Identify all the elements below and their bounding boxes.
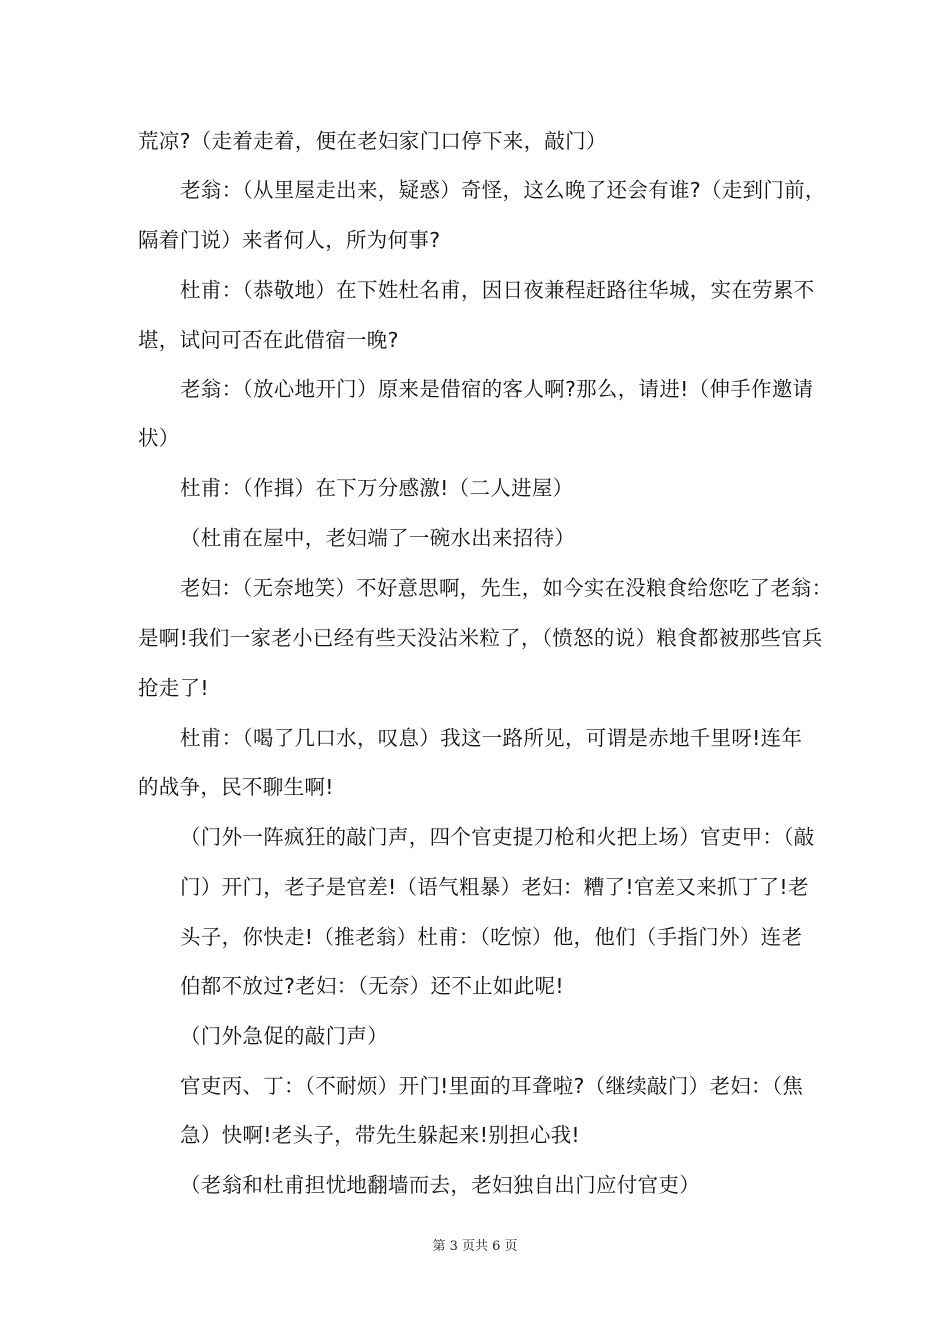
text-line: 是啊!我们一家老小已经有些天没沾米粒了，（愤怒的说）粮食都被那些官兵 — [138, 626, 823, 650]
text-line: 老翁：（从里屋走出来，疑惑）奇怪，这么晚了还会有谁?（走到门前， — [180, 178, 826, 202]
text-line: 杜甫：（作揖）在下万分感激!（二人进屋） — [180, 476, 574, 500]
text-line: 老妇：（无奈地笑）不好意思啊，先生，如今实在没粮食给您吃了老翁： — [180, 576, 833, 600]
text-line: 荒凉?（走着走着，便在老妇家门口停下来，敲门） — [138, 129, 607, 153]
text-line: 伯都不放过?老妇：（无奈）还不止如此呢! — [180, 974, 564, 998]
text-line: 杜甫：（恭敬地）在下姓杜名甫，因日夜兼程赶路往华城，实在劳累不 — [180, 278, 815, 302]
text-line: （老翁和杜甫担忧地翻墙而去，老妇独自出门应付官吏） — [180, 1173, 700, 1197]
text-line: （门外一阵疯狂的敲门声，四个官吏提刀枪和火把上场）官吏甲：（敲 — [180, 825, 815, 849]
text-line: 状） — [138, 426, 180, 450]
text-line: 抢走了! — [138, 676, 209, 700]
text-line: 的战争，民不聊生啊! — [138, 775, 334, 799]
text-line: 老翁：（放心地开门）原来是借宿的客人啊?那么，请进!（伸手作邀请 — [180, 377, 814, 401]
text-line: 官吏丙、丁：（不耐烦）开门!里面的耳聋啦?（继续敲门）老妇：（焦 — [180, 1074, 804, 1098]
text-line: （门外急促的敲门声） — [180, 1024, 388, 1048]
text-line: 头子，你快走!（推老翁）杜甫：（吃惊）他，他们（手指门外）连老 — [180, 925, 803, 949]
text-line: （杜甫在屋中，老妇端了一碗水出来招待） — [180, 526, 576, 550]
text-line: 门）开门，老子是官差!（语气粗暴）老妇：糟了!官差又来抓丁了!老 — [180, 875, 809, 899]
page-number-footer: 第 3 页共 6 页 — [432, 1239, 518, 1254]
text-line: 杜甫：（喝了几口水，叹息）我这一路所见，可谓是赤地千里呀!连年 — [180, 726, 803, 750]
text-line: 堪，试问可否在此借宿一晚? — [138, 328, 399, 352]
text-line: 隔着门说）来者何人，所为何事? — [138, 228, 441, 252]
text-line: 急）快啊!老头子，带先生躲起来!别担心我! — [180, 1123, 580, 1147]
